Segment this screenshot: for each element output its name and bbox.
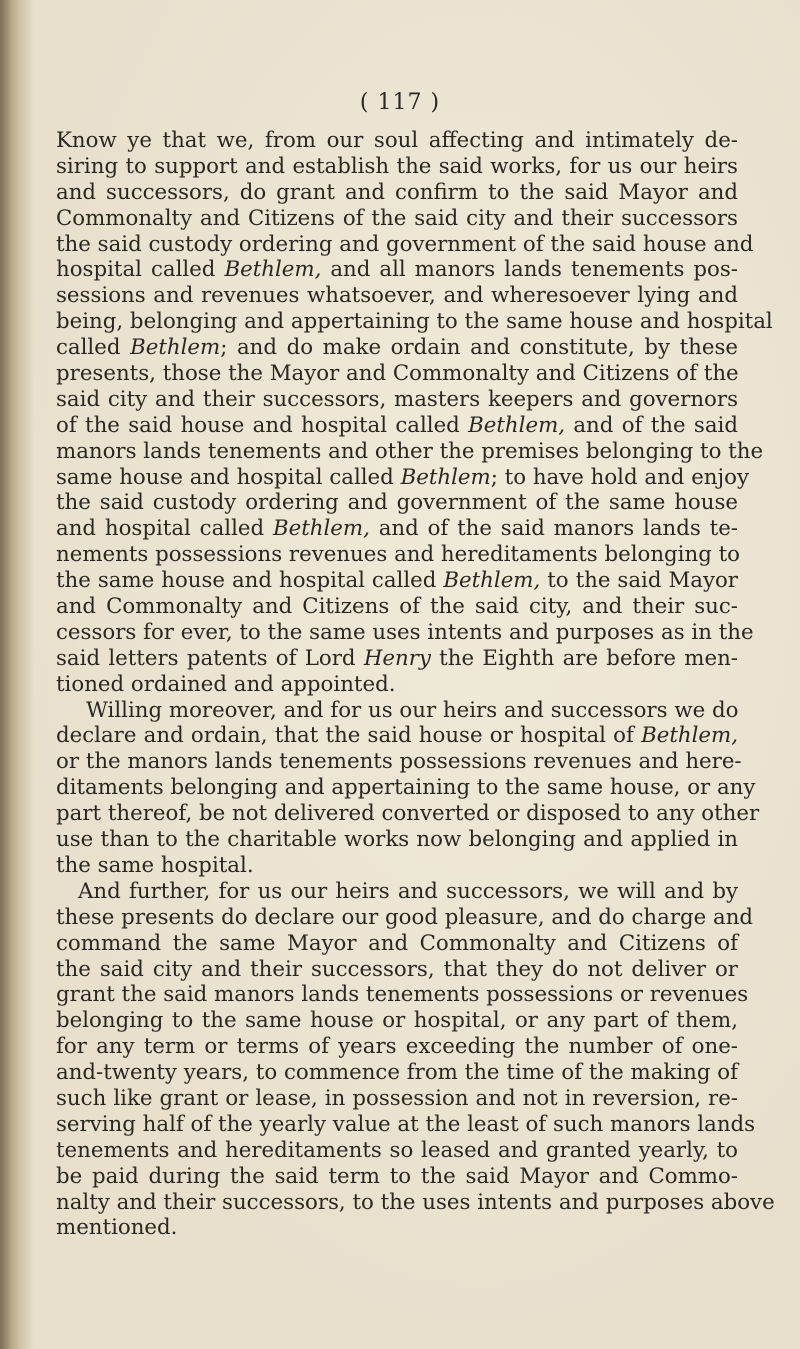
text-segment: being, belonging and appertaining to the same house and hospital — [56, 309, 773, 335]
text-line — [56, 154, 738, 180]
text-segment: part thereof, be not delivered converted or disposed to any other — [56, 801, 760, 827]
text-segment: called — [56, 335, 131, 361]
text-line — [56, 957, 738, 983]
page-number: ( 117 ) — [359, 90, 441, 115]
text-segment: Know ye that we, from our soul affecting and intimately de- — [56, 128, 738, 153]
text-segment: Bethlem, — [224, 257, 322, 283]
text-segment: Commonalty and Citizens of the said city and their successors — [56, 205, 738, 231]
text-line — [56, 413, 738, 439]
text-segment: Bethlem, — [443, 568, 541, 594]
text-line — [56, 309, 773, 335]
text-line — [56, 698, 738, 724]
text-line — [56, 542, 738, 568]
text-line — [56, 1189, 775, 1216]
text-segment: and of the said — [565, 412, 738, 438]
text-segment: tenements and hereditaments so leased and granted yearly, to — [56, 1137, 738, 1163]
text-segment: said city and their successors, masters keepers and governors — [56, 386, 738, 412]
text-segment: presents, those the Mayor and Commonalty and Citizens of the — [56, 361, 739, 387]
text-segment: such like grant or lease, in possession and not in reversion, re- — [56, 1085, 738, 1111]
text-segment: command the same Mayor and Commonalty and Citizens of — [56, 930, 738, 956]
text-segment: Bethlem, — [272, 516, 370, 542]
text-segment: Bethlem — [400, 464, 491, 490]
text-line — [56, 723, 738, 749]
text-line — [56, 180, 738, 206]
text-line — [56, 853, 738, 879]
text-segment: and of the said manors lands te- — [369, 516, 738, 542]
text-segment: declare and ordain, that the said house or hospital of — [56, 723, 642, 749]
text-line — [56, 646, 738, 672]
text-segment: ; and do make ordain and constitute, by these — [220, 335, 738, 361]
text-line — [56, 1111, 756, 1138]
text-segment: and all manors lands tenements pos- — [321, 257, 738, 283]
text-line — [56, 490, 738, 516]
text-segment: Bethlem, — [641, 723, 738, 749]
text-segment: and successors, do grant and confirm to the said Mayor and — [56, 179, 738, 205]
text-line — [56, 1138, 738, 1164]
text-line — [56, 749, 742, 775]
text-line — [56, 594, 738, 620]
text-segment: the said custody ordering and government of the said house and — [56, 231, 754, 257]
text-segment: or the manors lands tenements possessions revenues and here- — [56, 749, 742, 775]
text-segment: manors lands tenements and other the premises belonging to the — [56, 438, 764, 464]
page-binding-shadow — [0, 0, 34, 1349]
text-segment: And further, for us our heirs and successors, we will and by — [78, 878, 738, 904]
text-line — [56, 206, 738, 232]
text-line — [56, 775, 756, 801]
text-segment: Bethlem, — [468, 412, 566, 438]
text-segment: to the said Mayor — [540, 568, 738, 594]
text-segment: mentioned. — [56, 1215, 178, 1241]
text-segment: serving half of the yearly value at the least of such manors lands — [56, 1111, 756, 1137]
text-line — [56, 231, 754, 258]
text-segment: belonging to the same house or hospital, or any part of them, — [56, 1008, 738, 1034]
text-line — [56, 568, 738, 594]
text-line — [56, 904, 754, 931]
text-segment: of the said house and hospital called — [56, 412, 469, 438]
text-line — [56, 1215, 738, 1241]
text-segment: the same hospital. — [56, 852, 254, 878]
text-segment: grant the said manors lands tenements possessions or revenues — [56, 982, 749, 1008]
text-segment: Henry — [363, 645, 431, 671]
text-line — [56, 1086, 738, 1112]
text-line — [56, 387, 738, 413]
text-line — [56, 982, 749, 1008]
text-line — [56, 257, 738, 283]
text-line — [56, 879, 738, 905]
text-line — [56, 438, 764, 465]
text-segment: siring to support and establish the said works, for us our heirs — [56, 153, 738, 179]
body-text — [56, 128, 775, 1241]
text-line — [56, 827, 738, 853]
text-segment: and hospital called — [56, 516, 273, 542]
text-line — [56, 361, 738, 387]
text-segment: sessions and revenues whatsoever, and wheresoever lying and — [56, 283, 738, 309]
text-line — [56, 1164, 738, 1190]
text-segment: said letters patents of Lord — [56, 645, 364, 671]
text-line — [56, 801, 760, 827]
text-segment: be paid during the said term to the said Mayor and Commo- — [56, 1163, 738, 1189]
text-segment: the said city and their successors, that they do not deliver or — [56, 956, 738, 982]
text-segment: and Commonalty and Citizens of the said city, and their suc- — [56, 594, 738, 620]
text-line — [56, 128, 738, 154]
text-segment: same house and hospital called — [56, 464, 401, 490]
text-segment: use than to the charitable works now belonging and applied in — [56, 827, 738, 853]
text-segment: these presents do declare our good pleasure, and do charge and — [56, 904, 754, 930]
text-segment: nements possessions revenues and hereditaments belonging to — [56, 542, 740, 568]
text-line — [56, 619, 754, 646]
text-segment: for any term or terms of years exceeding the number of one- — [56, 1034, 738, 1060]
text-line — [56, 1034, 738, 1060]
text-segment: the same house and hospital called — [56, 568, 444, 594]
text-segment: the said custody ordering and government of the same house — [56, 490, 738, 516]
text-line — [56, 931, 738, 957]
text-segment: Willing moreover, and for us our heirs and successors we do — [86, 697, 739, 723]
text-segment: tioned ordained and appointed. — [56, 671, 396, 697]
text-segment: ; to have hold and enjoy — [490, 464, 749, 490]
text-segment: cessors for ever, to the same uses intents and purposes as in the — [56, 619, 754, 645]
text-segment: the Eighth are before men- — [430, 645, 739, 671]
text-segment: ditaments belonging and appertaining to the same house, or any — [56, 775, 756, 801]
text-line — [56, 1060, 738, 1086]
text-line — [56, 335, 738, 361]
text-segment: and-twenty years, to commence from the time of the making of — [56, 1060, 738, 1086]
text-line — [56, 283, 738, 309]
text-line — [56, 516, 738, 542]
text-line — [56, 464, 749, 491]
text-segment: nalty and their successors, to the uses intents and purposes above — [56, 1189, 775, 1215]
text-line — [56, 672, 738, 698]
text-segment: Bethlem — [130, 335, 221, 361]
text-segment: hospital called — [56, 257, 225, 283]
text-line — [56, 1008, 738, 1034]
